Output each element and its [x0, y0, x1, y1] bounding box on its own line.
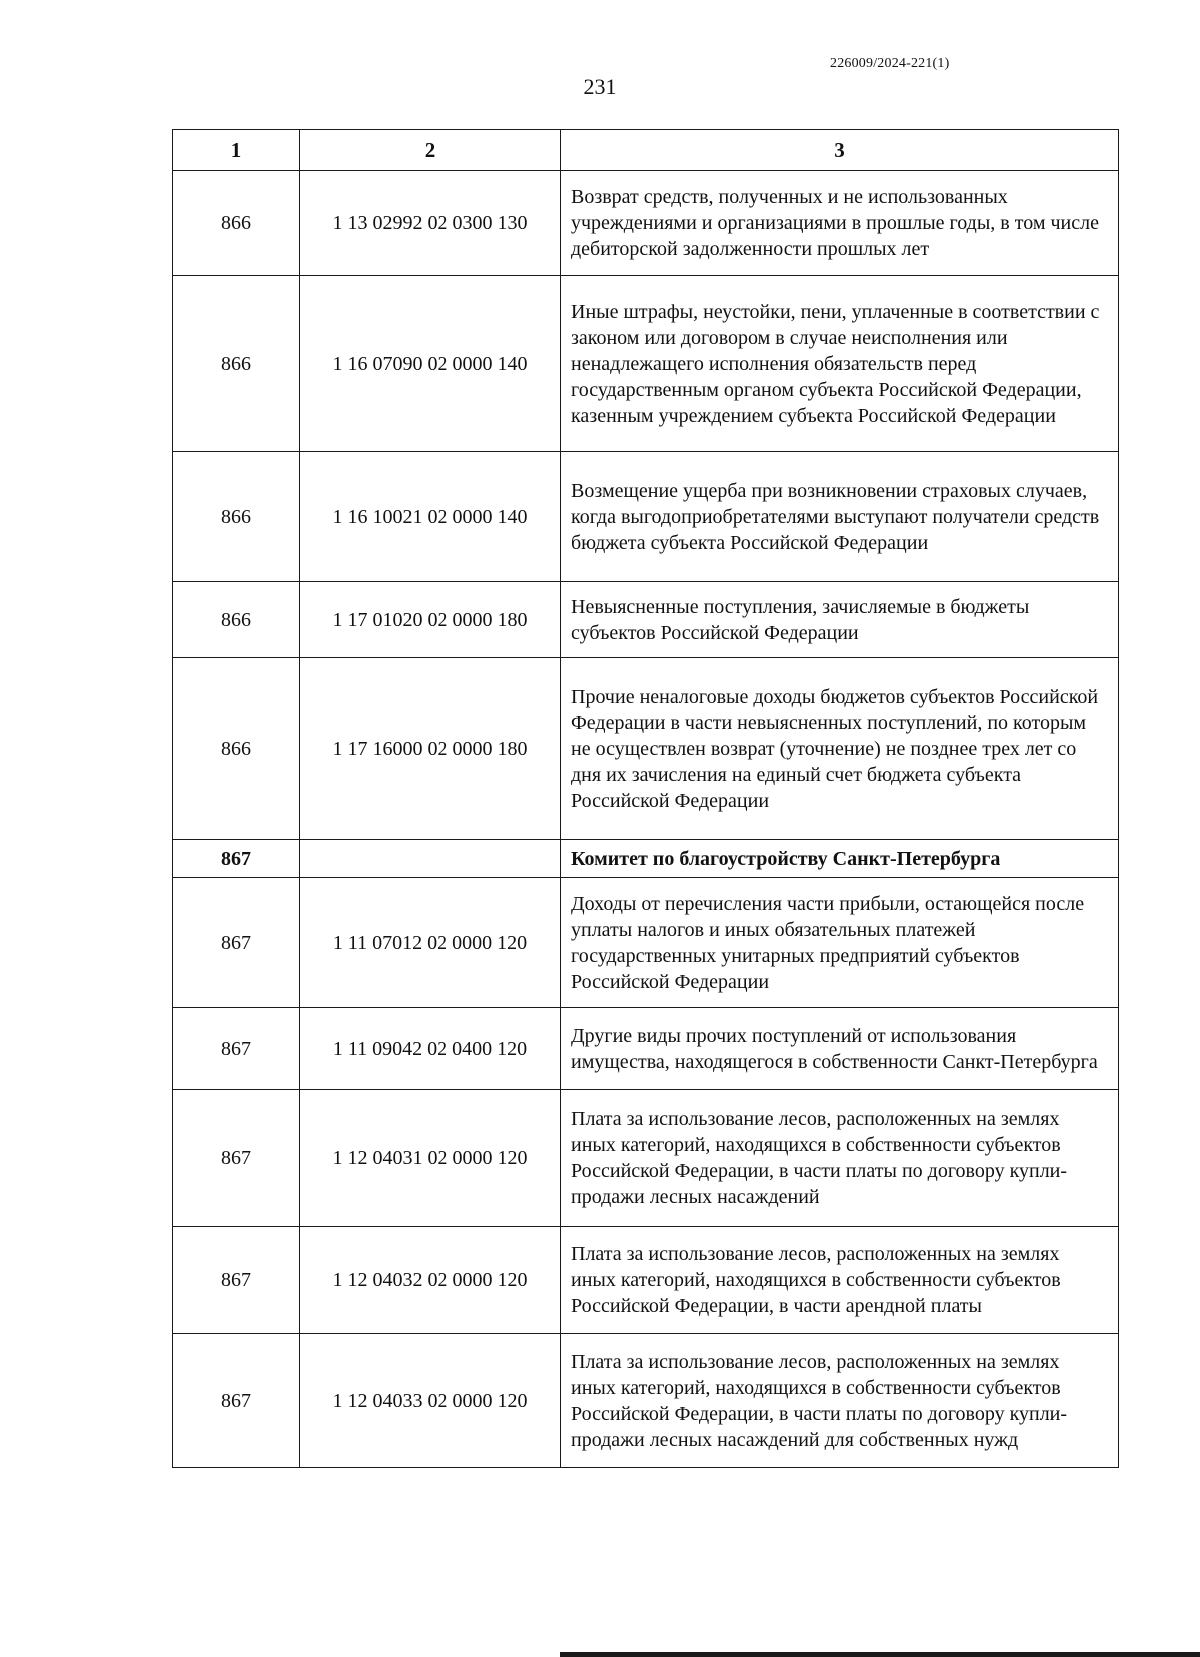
admin-code-cell: 866 [173, 276, 300, 452]
description-cell: Другие виды прочих поступлений от использования имущества, находящегося в собственности Санкт-Петербурга [561, 1008, 1119, 1090]
admin-code-cell: 866 [173, 452, 300, 582]
table-row [173, 171, 1119, 276]
table-row [173, 1227, 1119, 1334]
column-header-3: 3 [561, 130, 1119, 171]
table-row [173, 582, 1119, 658]
table-row [173, 878, 1119, 1008]
description-cell: Плата за использование лесов, расположенных на землях иных категорий, находящихся в собственности субъектов Российской Федерации, в части платы по договору купли-продажи лесных насаждений [561, 1090, 1119, 1227]
table-row [173, 1334, 1119, 1468]
admin-code-cell: 866 [173, 171, 300, 276]
table-row [173, 658, 1119, 840]
admin-code-cell: 867 [173, 1334, 300, 1468]
table-row [173, 1008, 1119, 1090]
scan-edge-line [560, 1652, 1200, 1657]
revenue-code-cell: 1 11 07012 02 0000 120 [300, 878, 561, 1008]
revenue-code-cell: 1 16 07090 02 0000 140 [300, 276, 561, 452]
document-registration-number: 226009/2024-221(1) [830, 56, 950, 71]
admin-code-cell: 867 [173, 1090, 300, 1227]
admin-code-cell: 867 [173, 878, 300, 1008]
description-cell: Доходы от перечисления части прибыли, остающейся после уплаты налогов и иных обязательных платежей государственных унитарных предприятий субъектов Российской Федерации [561, 878, 1119, 1008]
table-row [173, 1090, 1119, 1227]
table-row [173, 276, 1119, 452]
revenue-code-cell: 1 16 10021 02 0000 140 [300, 452, 561, 582]
revenue-code-cell: 1 13 02992 02 0300 130 [300, 171, 561, 276]
revenue-code-cell: 1 12 04032 02 0000 120 [300, 1227, 561, 1334]
table-header-row [173, 130, 1119, 171]
revenue-code-cell: 1 12 04033 02 0000 120 [300, 1334, 561, 1468]
description-cell: Невыясненные поступления, зачисляемые в бюджеты субъектов Российской Федерации [561, 582, 1119, 658]
revenue-codes-table [172, 129, 1119, 1468]
admin-code-cell: 867 [173, 1227, 300, 1334]
description-cell: Плата за использование лесов, расположенных на землях иных категорий, находящихся в собственности субъектов Российской Федерации, в части платы по договору купли-продажи лесных насаждений для собственных нужд [561, 1334, 1119, 1468]
table-row-administrator-heading [173, 840, 1119, 878]
description-cell: Возмещение ущерба при возникновении страховых случаев, когда выгодоприобретателями выступают получатели средств бюджета субъекта Российской Федерации [561, 452, 1119, 582]
description-cell: Иные штрафы, неустойки, пени, уплаченные в соответствии с законом или договором в случае неисполнения или ненадлежащего исполнения обязательств перед государственным органом субъекта Российской Федерации, казенным учреждением субъекта Российской Федерации [561, 276, 1119, 452]
column-header-1: 1 [173, 130, 300, 171]
administrator-name-cell: Комитет по благоустройству Санкт-Петербурга [561, 840, 1119, 878]
revenue-code-cell: 1 11 09042 02 0400 120 [300, 1008, 561, 1090]
description-cell: Возврат средств, полученных и не использованных учреждениями и организациями в прошлые годы, в том числе дебиторской задолженности прошлых лет [561, 171, 1119, 276]
admin-code-cell: 866 [173, 582, 300, 658]
admin-code-cell: 866 [173, 658, 300, 840]
revenue-code-cell: 1 17 01020 02 0000 180 [300, 582, 561, 658]
description-cell: Плата за использование лесов, расположенных на землях иных категорий, находящихся в собственности субъектов Российской Федерации, в части арендной платы [561, 1227, 1119, 1334]
revenue-code-cell: 1 12 04031 02 0000 120 [300, 1090, 561, 1227]
revenue-code-cell [300, 840, 561, 878]
admin-code-cell: 867 [173, 1008, 300, 1090]
page-number: 231 [583, 74, 617, 99]
admin-code-cell: 867 [173, 840, 300, 878]
column-header-2: 2 [300, 130, 561, 171]
description-cell: Прочие неналоговые доходы бюджетов субъектов Российской Федерации в части невыясненных поступлений, по которым не осуществлен возврат (уточнение) не позднее трех лет со дня их зачисления на единый счет бюджета субъекта Российской Федерации [561, 658, 1119, 840]
revenue-code-cell: 1 17 16000 02 0000 180 [300, 658, 561, 840]
table-row [173, 452, 1119, 582]
